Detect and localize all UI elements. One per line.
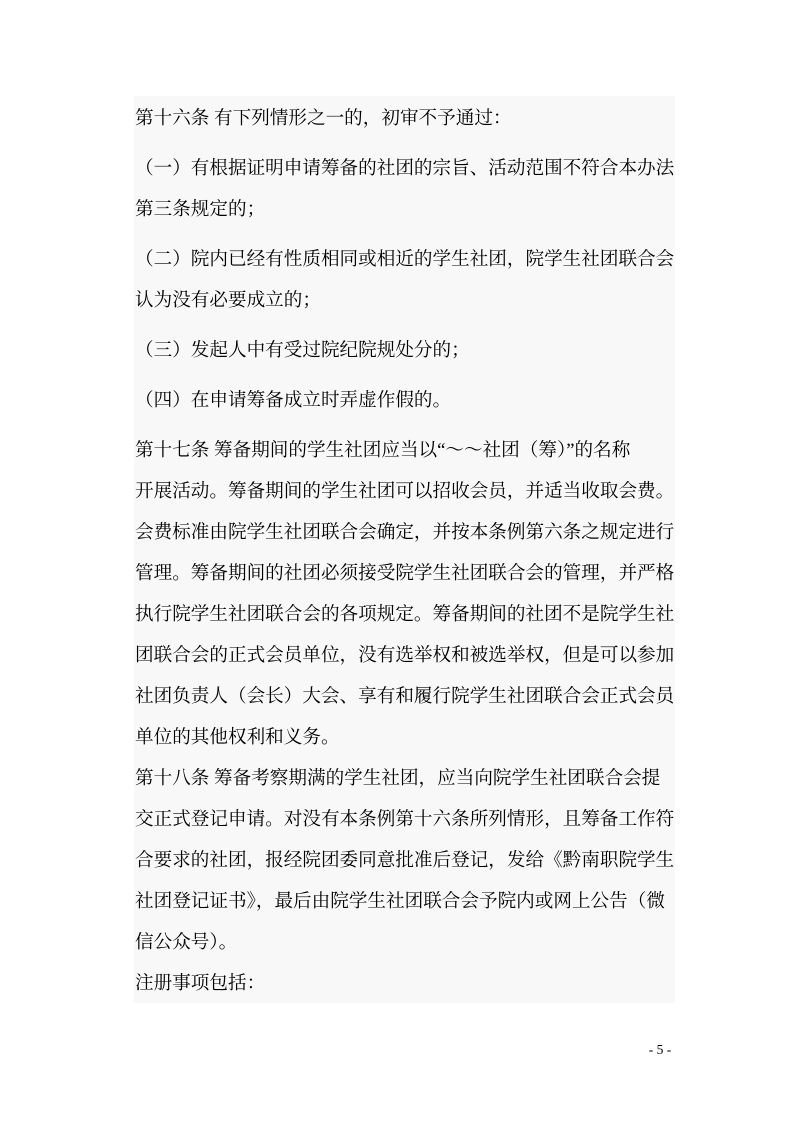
text-line: 第十八条 筹备考察期满的学生社团，应当向院学生社团联合会提 <box>135 768 661 789</box>
text-line: 认为没有必要成立的； <box>135 290 321 311</box>
text-line: 合要求的社团，报经院团委同意批准后登记，发给《黔南职院学生 <box>135 850 675 871</box>
page-number: - 5 - <box>648 1042 672 1057</box>
article-18 <box>135 758 675 963</box>
text-line: 交正式登记申请。对没有本条例第十六条所列情形，且筹备工作符 <box>135 809 675 830</box>
article-16-item-4 <box>135 380 675 421</box>
text-line: 会费标准由院学生社团联合会确定，并按本条例第六条之规定进行 <box>135 522 675 543</box>
text-line: （一）有根据证明申请筹备的社团的宗旨、活动范围不符合本办法 <box>135 158 675 179</box>
article-16-item-3 <box>135 330 675 371</box>
article-17 <box>135 430 675 758</box>
text-line: 社团负责人（会长）大会、享有和履行院学生社团联合会正式会员 <box>135 686 675 707</box>
text-line: （二）院内已经有性质相同或相近的学生社团，院学生社团联合会 <box>135 249 675 270</box>
text-line: 社团登记证书》，最后由院学生社团联合会予院内或网上公告（微 <box>135 891 665 912</box>
text-line: 管理。筹备期间的社团必须接受院学生社团联合会的管理，并严格 <box>135 563 675 584</box>
text-line: 第十六条 有下列情形之一的，初审不予通过： <box>135 108 512 129</box>
text-line: 团联合会的正式会员单位，没有选举权和被选举权，但是可以参加 <box>135 645 675 666</box>
registration-items-heading <box>135 963 675 1004</box>
text-line: 单位的其他权利和义务。 <box>135 727 340 748</box>
text-line: （四）在申请筹备成立时弄虚作假的。 <box>135 390 452 411</box>
text-line: （三）发起人中有受过院纪院规处分的； <box>135 340 470 361</box>
text-line: 开展活动。筹备期间的学生社团可以招收会员，并适当收取会费。 <box>135 481 675 502</box>
text-line: 第三条规定的； <box>135 199 266 220</box>
text-line: 信公众号）。 <box>135 932 238 953</box>
text-line: 第十七条 筹备期间的学生社团应当以“～～社团（筹）”的名称 <box>135 440 631 461</box>
article-16-item-1 <box>135 148 675 230</box>
text-line: 执行院学生社团联合会的各项规定。筹备期间的社团不是院学生社 <box>135 604 675 625</box>
article-16-heading <box>135 98 675 139</box>
document-text-block <box>134 96 675 1003</box>
text-line: 注册事项包括： <box>135 973 266 994</box>
article-16-item-2 <box>135 239 675 321</box>
